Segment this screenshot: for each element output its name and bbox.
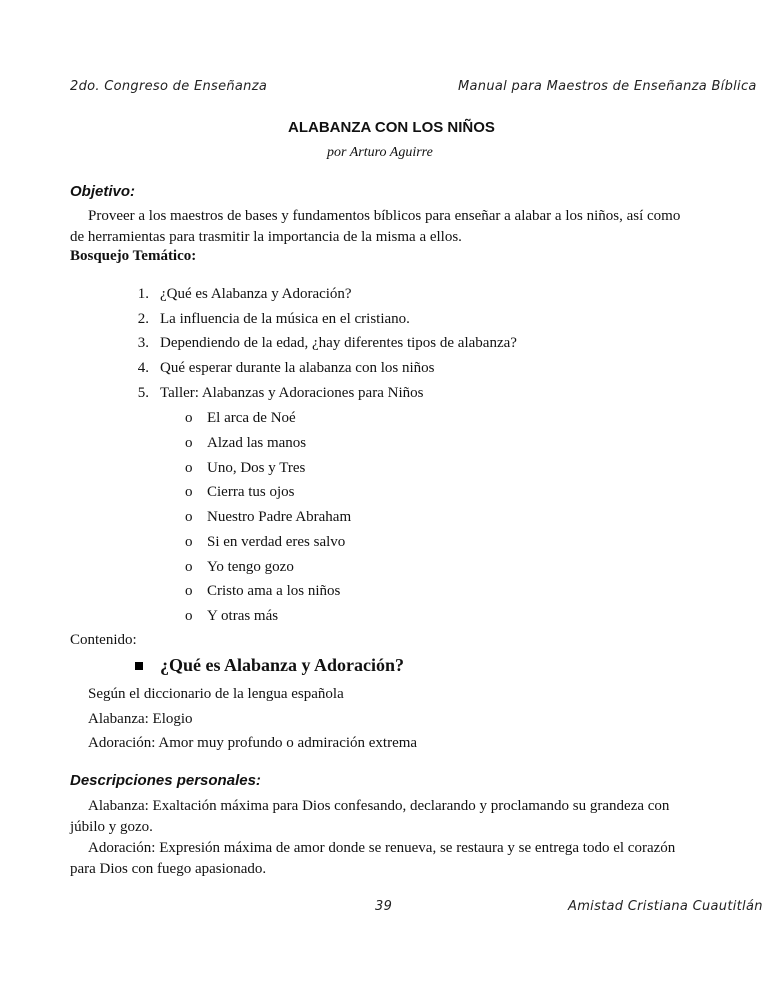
descripcion-paragraph: Alabanza: Exaltación máxima para Dios confesando, declarando y proclamando su grandeza con júbilo y gozo. [70,798,670,835]
sub-list-item: Nuestro Padre Abraham [207,509,352,525]
list-item: ¿Qué es Alabanza y Adoración? [160,286,352,302]
sub-list-item: Y otras más [207,608,279,624]
objetivo-text: Proveer a los maestros de bases y fundamentos bíblicos para enseñar a alabar a los niños, así como de herramientas para trasmitir la importancia de la misma a ellos. [70,208,681,245]
sub-bullet: o [185,435,193,451]
list-item-number: 2. [137,311,149,327]
objetivo-heading: Objetivo: [70,183,136,200]
sub-bullet: o [185,534,193,550]
sub-list-item: Alzad las manos [207,435,307,451]
sub-bullet: o [185,509,193,525]
sub-bullet: o [185,608,193,624]
sub-bullet: o [185,410,193,426]
contenido-label: Contenido: [70,632,137,648]
list-item-number: 1. [137,286,149,302]
sub-bullet: o [185,460,193,476]
sub-list-item: El arca de Noé [207,410,296,426]
list-item: Dependiendo de la edad, ¿hay diferentes tipos de alabanza? [160,335,517,351]
sub-bullet: o [185,583,193,599]
contenido-heading: ¿Qué es Alabanza y Adoración? [160,655,405,675]
sub-list-item: Si en verdad eres salvo [207,534,346,550]
footer-right: Amistad Cristiana Cuautitlán [568,899,763,914]
author-line: por Arturo Aguirre [327,145,433,160]
sub-list-item: Cristo ama a los niños [207,583,341,599]
sub-list-item: Yo tengo gozo [207,559,294,575]
page-title: ALABANZA CON LOS NIÑOS [288,119,495,136]
list-item: La influencia de la música en el cristiano. [160,311,410,327]
list-item: Qué esperar durante la alabanza con los niños [160,360,435,376]
list-item-number: 4. [137,360,149,376]
sub-list-item: Cierra tus ojos [207,484,295,500]
list-item-number: 3. [137,335,149,351]
contenido-line: Adoración: Amor muy profundo o admiración extrema [88,735,418,751]
list-item-number: 5. [137,385,149,401]
square-bullet-icon [135,662,143,670]
header-right: Manual para Maestros de Enseñanza Bíblica [458,79,757,94]
list-item: Taller: Alabanzas y Adoraciones para Niños [160,385,424,401]
bosquejo-heading: Bosquejo Temático: [70,248,197,264]
sub-list-item: Uno, Dos y Tres [207,460,306,476]
header-left: 2do. Congreso de Enseñanza [70,79,268,94]
descripcion-paragraph: Adoración: Expresión máxima de amor donde se renueva, se restaura y se entrega todo el corazón para Dios con fuego apasionado. [70,840,676,877]
sub-bullet: o [185,484,193,500]
contenido-line: Según el diccionario de la lengua española [88,686,344,702]
descripciones-heading: Descripciones personales: [70,772,261,789]
sub-bullet: o [185,559,193,575]
page-number: 39 [375,899,393,914]
contenido-line: Alabanza: Elogio [88,711,193,727]
